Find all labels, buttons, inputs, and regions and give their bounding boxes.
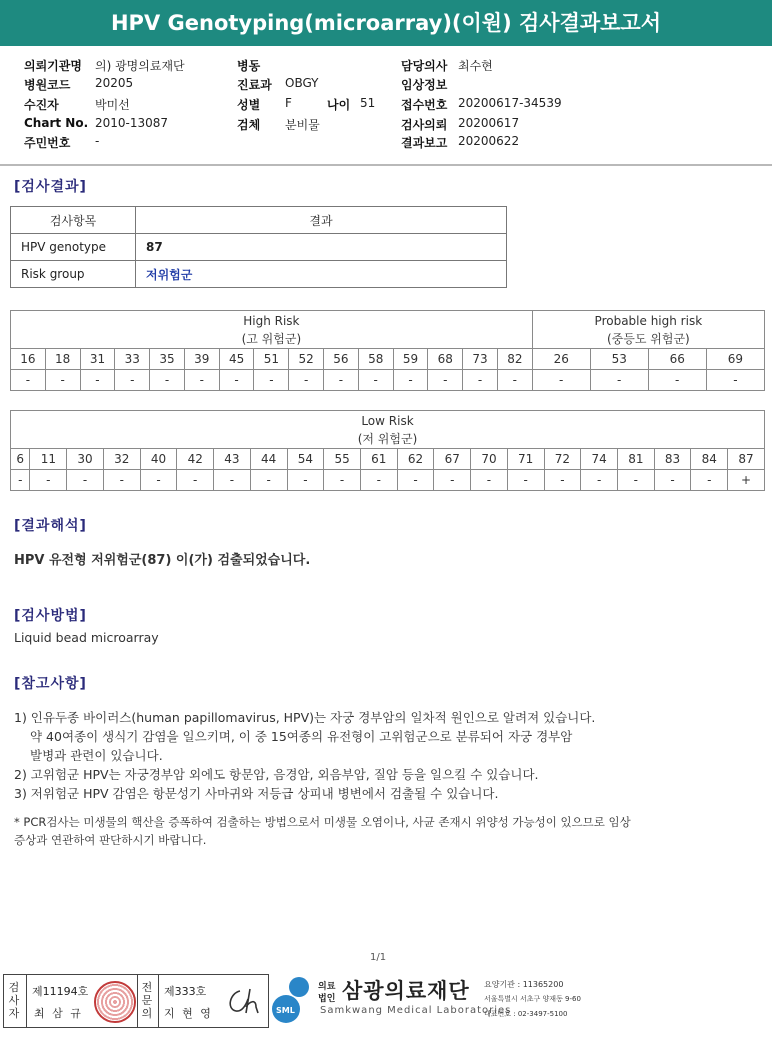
info-label: 병동: [237, 59, 261, 73]
info-label: 담당의사: [401, 59, 448, 73]
info-label: 의뢰기관명: [24, 59, 82, 73]
genotype-number: 31: [80, 349, 115, 370]
lab-prefix: 의료: [318, 982, 336, 992]
signature-box: [3, 974, 269, 1028]
genotype-result: -: [115, 370, 150, 391]
specialist-license-no: 제333호: [164, 985, 207, 998]
info-label: 접수번호: [401, 98, 448, 112]
genotype-result: -: [532, 370, 590, 391]
genotype-result: -: [706, 370, 764, 391]
lab-info-line: 서울특별시 서초구 양재동 9-60: [484, 995, 581, 1003]
genotype-result: -: [140, 470, 177, 491]
genotype-result: -: [590, 370, 648, 391]
genotype-result: -: [463, 370, 498, 391]
genotype-result: -: [45, 370, 80, 391]
genotype-result: -: [581, 470, 618, 491]
examiner-name: 최 삼 규: [34, 1007, 83, 1020]
genotype-number: 39: [184, 349, 219, 370]
genotype-result: -: [648, 370, 706, 391]
genotype-number: 52: [289, 349, 324, 370]
genotype-number: 70: [471, 449, 508, 470]
low-risk-header: [11, 411, 765, 449]
low-risk-subtitle: (저 위험군): [357, 431, 418, 446]
high-risk-title: High Risk: [243, 313, 300, 328]
genotype-result: -: [324, 370, 359, 391]
lab-info-line: 대표번호 : 02-3497-5100: [484, 1010, 568, 1018]
info-value: -: [95, 134, 100, 148]
method-text: Liquid bead microarray: [14, 630, 159, 645]
info-value: F: [285, 96, 292, 110]
genotype-number: 87: [728, 449, 765, 470]
genotype-number: 42: [177, 449, 214, 470]
genotype-result: -: [150, 370, 185, 391]
genotype-result: -: [214, 470, 251, 491]
genotype-result: -: [103, 470, 140, 491]
genotype-result: -: [287, 470, 324, 491]
info-value: 최수현: [458, 59, 493, 73]
genotype-number: 81: [617, 449, 654, 470]
genotype-number: 32: [103, 449, 140, 470]
specialist-vertical-label: 전 문 의: [141, 981, 153, 1020]
probable-risk-header: [532, 311, 764, 349]
info-value: OBGY: [285, 76, 319, 90]
genotype-result: -: [617, 470, 654, 491]
genotype-number: 71: [507, 449, 544, 470]
info-label: 나이: [327, 98, 351, 112]
result-header-value: 결과: [136, 207, 507, 234]
genotype-result: -: [507, 470, 544, 491]
genotype-result: -: [324, 470, 361, 491]
section-notes-heading: [참고사항]: [14, 676, 87, 692]
genotype-number: 40: [140, 449, 177, 470]
note-line: 2) 고위험군 HPV는 자궁경부암 외에도 항문암, 음경암, 외음부암, 질암 등을 일으킬 수 있습니다.: [14, 767, 539, 782]
lab-prefix: 법인: [318, 994, 336, 1004]
genotype-result: -: [67, 470, 104, 491]
info-value: 박미선: [95, 98, 130, 112]
info-label: 성별: [237, 98, 261, 112]
genotype-number: 26: [532, 349, 590, 370]
genotype-number: 16: [11, 349, 46, 370]
genotype-number: 73: [463, 349, 498, 370]
info-label: 임상정보: [401, 78, 448, 92]
genotype-result: -: [184, 370, 219, 391]
genotype-number: 68: [428, 349, 463, 370]
genotype-number: 35: [150, 349, 185, 370]
info-value: 의) 광명의료재단: [95, 59, 185, 73]
genotype-result: -: [428, 370, 463, 391]
section-interpretation-heading: [결과해석]: [14, 518, 87, 534]
age-value: 51: [360, 96, 376, 110]
genotype-result: -: [289, 370, 324, 391]
seal-stamp-icon: [94, 981, 136, 1023]
genotype-number: 62: [397, 449, 434, 470]
genotype-result: -: [250, 470, 287, 491]
genotype-result: -: [544, 470, 581, 491]
high-risk-header: [11, 311, 533, 349]
logo-text: SML: [276, 1006, 295, 1015]
genotype-number: 51: [254, 349, 289, 370]
genotype-result: -: [254, 370, 289, 391]
genotype-number: 74: [581, 449, 618, 470]
result-item: HPV genotype: [11, 234, 136, 261]
result-header-item: 검사항목: [11, 207, 136, 234]
examiner-license-no: 제11194호: [32, 985, 89, 998]
info-label: 진료과: [237, 78, 272, 92]
genotype-result: -: [393, 370, 428, 391]
genotype-number: 67: [434, 449, 471, 470]
genotype-number: 44: [250, 449, 287, 470]
genotype-result: +: [728, 470, 765, 491]
genotype-number: 45: [219, 349, 254, 370]
genotype-result: -: [11, 370, 46, 391]
handwritten-signature-icon: [222, 983, 264, 1019]
lab-name: 삼광의료재단: [342, 979, 470, 1003]
info-value: 20200617-34539: [458, 96, 562, 110]
sml-logo-icon: [272, 975, 314, 1025]
genotype-number: 56: [324, 349, 359, 370]
note-line: 발병과 관련이 있습니다.: [30, 748, 163, 763]
info-label: Chart No.: [24, 116, 89, 130]
result-item: Risk group: [11, 261, 136, 288]
low-risk-title: Low Risk: [361, 413, 414, 428]
note-line: 약 40여종이 생식기 감염을 일으키며, 이 중 15여종의 유전형이 고위험군으로 분류되어 자궁 경부암: [30, 729, 573, 744]
info-value: 분비물: [285, 118, 320, 132]
info-label: 수진자: [24, 98, 59, 112]
low-risk-table: [10, 410, 765, 491]
genotype-result: -: [497, 370, 532, 391]
interpretation-text: HPV 유전형 저위험군(87) 이(가) 검출되었습니다.: [14, 553, 311, 568]
high-risk-subtitle: (고 위험군): [241, 331, 302, 346]
result-value: 저위험군: [136, 261, 507, 288]
patient-info: [0, 50, 772, 166]
genotype-number: 59: [393, 349, 428, 370]
lab-logo: [272, 975, 772, 1027]
pcr-note-line: 증상과 연관하여 판단하시기 바랍니다.: [14, 833, 207, 847]
genotype-result: -: [80, 370, 115, 391]
genotype-result: -: [471, 470, 508, 491]
genotype-number: 61: [360, 449, 397, 470]
genotype-number: 54: [287, 449, 324, 470]
result-table: [10, 206, 507, 288]
genotype-result: -: [219, 370, 254, 391]
probable-risk-title: Probable high risk: [594, 313, 703, 328]
genotype-number: 18: [45, 349, 80, 370]
examiner-vertical-label: 검 사 자: [8, 981, 20, 1020]
genotype-number: 83: [654, 449, 691, 470]
genotype-result: -: [691, 470, 728, 491]
specialist-name: 지 현 영: [164, 1007, 213, 1020]
genotype-result: -: [358, 370, 393, 391]
genotype-number: 72: [544, 449, 581, 470]
genotype-number: 58: [358, 349, 393, 370]
pcr-note-line: * PCR검사는 미생물의 핵산을 증폭하여 검출하는 방법으로서 미생물 오염이나, 사균 존재시 위양성 가능성이 있으므로 임상: [14, 815, 631, 829]
genotype-number: 33: [115, 349, 150, 370]
info-value: 20200617: [458, 116, 520, 130]
info-label: 주민번호: [24, 136, 71, 150]
genotype-number: 30: [67, 449, 104, 470]
info-label: 검체: [237, 118, 261, 132]
info-label: 병원코드: [24, 78, 71, 92]
genotype-result: -: [30, 470, 67, 491]
info-label: 결과보고: [401, 136, 448, 150]
genotype-number: 43: [214, 449, 251, 470]
genotype-result: -: [360, 470, 397, 491]
genotype-number: 6: [11, 449, 30, 470]
genotype-number: 82: [497, 349, 532, 370]
genotype-result: -: [434, 470, 471, 491]
genotype-number: 66: [648, 349, 706, 370]
genotype-result: -: [177, 470, 214, 491]
note-line: 1) 인유두종 바이러스(human papillomavirus, HPV)는 자궁 경부암의 일차적 원인으로 알려져 있습니다.: [14, 710, 596, 725]
genotype-result: -: [11, 470, 30, 491]
genotype-number: 11: [30, 449, 67, 470]
probable-risk-subtitle: (중등도 위험군): [606, 331, 690, 346]
info-value: 20200622: [458, 134, 520, 148]
genotype-number: 53: [590, 349, 648, 370]
info-label: 검사의뢰: [401, 118, 448, 132]
lab-english-name: Samkwang Medical Laboratories: [320, 1005, 512, 1016]
genotype-number: 55: [324, 449, 361, 470]
info-value: 2010-13087: [95, 116, 169, 130]
genotype-number: 69: [706, 349, 764, 370]
lab-info-line: 요양기관 : 11365200: [484, 980, 564, 989]
result-value: 87: [136, 234, 507, 261]
genotype-result: -: [654, 470, 691, 491]
report-title: HPV Genotyping(microarray)(이원) 검사결과보고서: [0, 0, 772, 46]
info-value: 20205: [95, 76, 134, 90]
section-result-heading: [검사결과]: [14, 179, 87, 195]
section-method-heading: [검사방법]: [14, 608, 87, 624]
page-number: 1/1: [370, 952, 387, 963]
high-risk-table: [10, 310, 765, 391]
genotype-result: -: [397, 470, 434, 491]
genotype-number: 84: [691, 449, 728, 470]
note-line: 3) 저위험군 HPV 감염은 항문성기 사마귀와 저등급 상피내 병변에서 검출될 수 있습니다.: [14, 786, 499, 801]
